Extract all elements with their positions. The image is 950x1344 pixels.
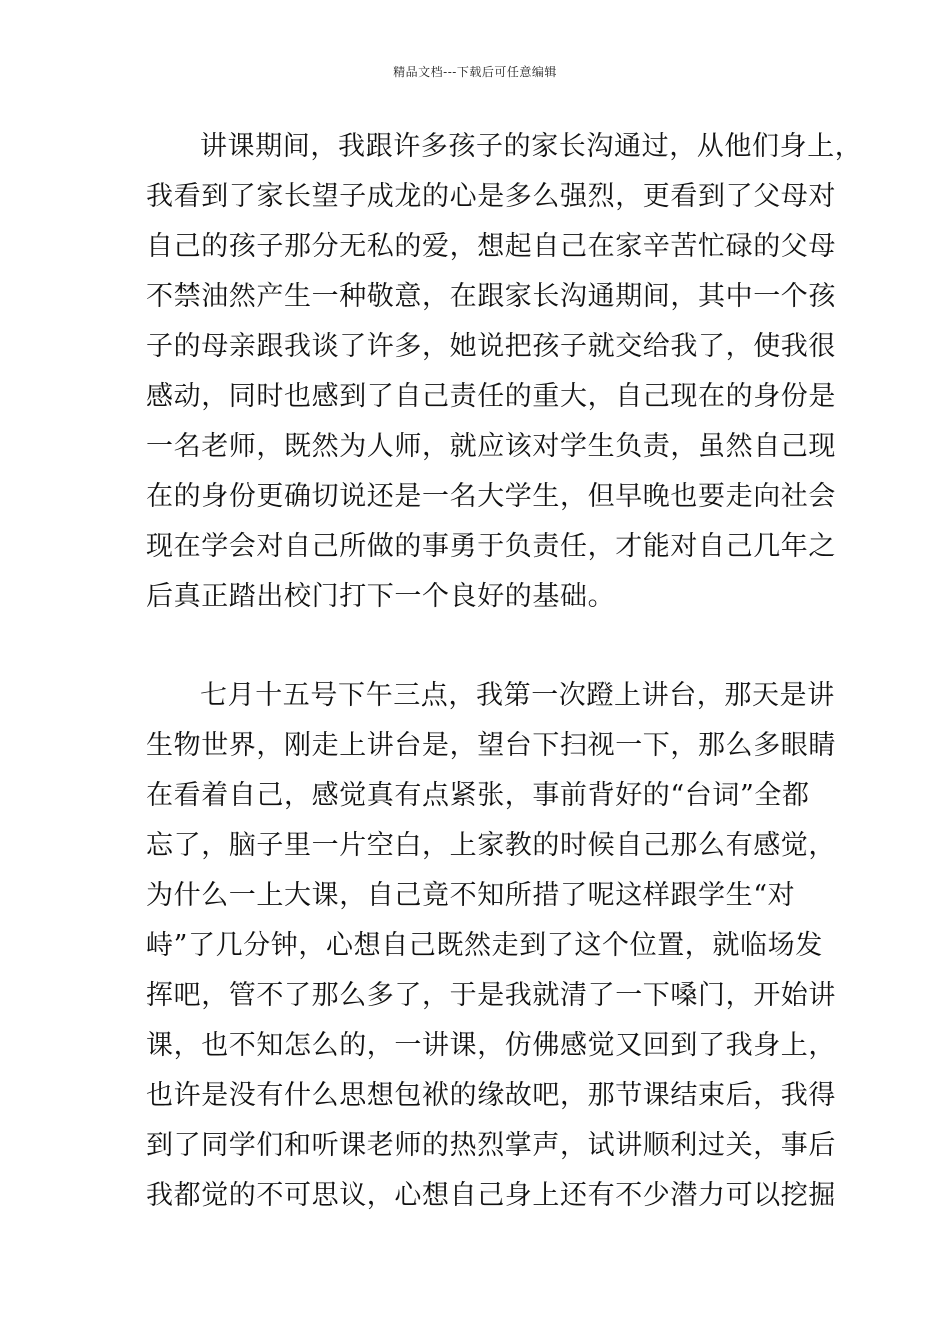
paragraph-line: 在的身份更确切说还是一名大学生，但早晚也要走向社会 xyxy=(146,481,836,512)
paragraph-line: 七月十五号下午三点，我第一次蹬上讲台，那天是讲 xyxy=(200,680,835,711)
page-header: 精品文档---下载后可任意编辑 xyxy=(393,65,557,79)
paragraph-line: 后真正踏出校门打下一个良好的基础。 xyxy=(146,581,616,612)
paragraph-line: 感动，同时也感到了自己责任的重大，自己现在的身份是 xyxy=(146,381,836,412)
paragraph-line: 在看着自己，感觉真有点紧张，事前背好的“台词”全都 xyxy=(146,780,810,811)
paragraph-line: 自己的孩子那分无私的爱，想起自己在家辛苦忙碌的父母 xyxy=(146,231,836,262)
paragraph-line: 为什么一上大课，自己竟不知所措了呢这样跟学生“对 xyxy=(146,880,796,911)
paragraph-line: 忘了，脑子里一片空白，上家教的时候自己那么有感觉， xyxy=(146,830,836,861)
paragraph-line: 讲课期间，我跟许多孩子的家长沟通过，从他们身上， xyxy=(200,131,863,162)
paragraph-line: 我都觉的不可思议，心想自己身上还有不少潜力可以挖掘 xyxy=(146,1180,836,1211)
paragraph-line: 生物世界，刚走上讲台是，望台下扫视一下，那么多眼睛 xyxy=(146,730,836,761)
paragraph-line: 课，也不知怎么的，一讲课，仿佛感觉又回到了我身上， xyxy=(146,1030,836,1061)
paragraph-line: 也许是没有什么思想包袱的缘故吧，那节课结束后，我得 xyxy=(146,1080,836,1111)
paragraph-line: 峙”了几分钟，心想自己既然走到了这个位置，就临场发 xyxy=(146,930,823,961)
paragraph-line: 到了同学们和听课老师的热烈掌声，试讲顺利过关，事后 xyxy=(146,1130,836,1161)
paragraph-line: 我看到了家长望子成龙的心是多么强烈，更看到了父母对 xyxy=(146,181,836,212)
paragraph-line: 子的母亲跟我谈了许多，她说把孩子就交给我了，使我很 xyxy=(146,331,836,362)
paragraph-line: 一名老师，既然为人师，就应该对学生负责，虽然自己现 xyxy=(146,431,836,462)
paragraph-line: 现在学会对自己所做的事勇于负责任，才能对自己几年之 xyxy=(146,531,836,562)
paragraph-line: 挥吧，管不了那么多了，于是我就清了一下嗓门，开始讲 xyxy=(146,980,836,1011)
paragraph-line: 不禁油然产生一种敬意，在跟家长沟通期间，其中一个孩 xyxy=(146,281,836,312)
